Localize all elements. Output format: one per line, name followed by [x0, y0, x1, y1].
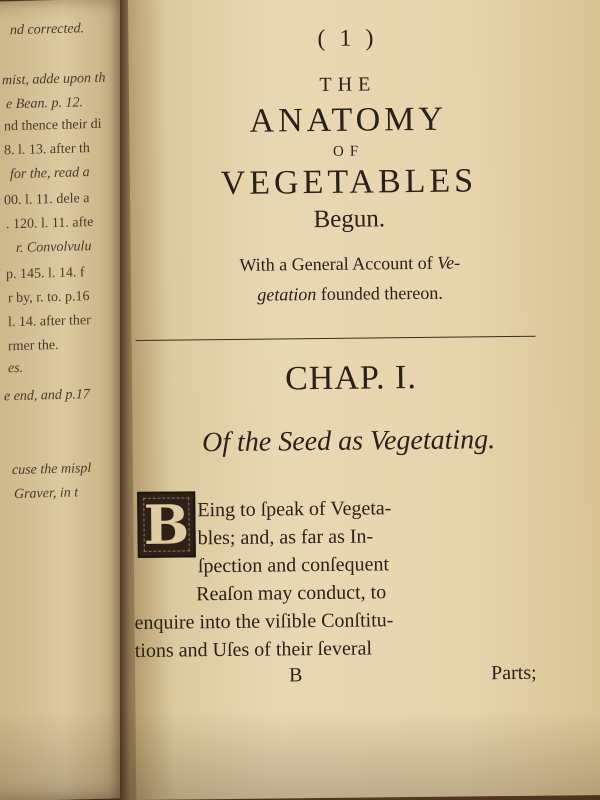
left-line: rmer the.: [8, 337, 59, 355]
initial-letter: B: [143, 492, 190, 557]
title-vegetables: VEGETABLES: [220, 162, 478, 203]
left-line: p. 145. l. 14. f: [6, 265, 85, 283]
chapter-heading: CHAP. I.: [284, 358, 418, 398]
left-line: l. 14. after ther: [8, 313, 91, 331]
right-page: [128, 0, 600, 800]
signature-mark: B: [288, 664, 303, 687]
page-number: ( 1 ): [317, 25, 378, 53]
left-line: 8. l. 13. after th: [4, 141, 90, 159]
title-anatomy: ANATOMY: [249, 100, 448, 140]
title-the: THE: [319, 73, 377, 96]
subtitle-italic: getation: [257, 284, 317, 305]
subtitle-line-2: [135, 281, 565, 307]
subtitle-italic: Ve-: [437, 252, 461, 273]
left-line: nd thence their di: [4, 116, 102, 135]
left-line: Graver, in t: [14, 485, 79, 503]
left-line: r. Convolvulu: [16, 239, 92, 257]
left-line: . 120. l. 11. afte: [6, 215, 94, 233]
chapter-title: Of the Seed as Vegetating.: [201, 424, 496, 459]
body-line: ſpection and conſequent: [197, 553, 390, 578]
subtitle-text: With a General Account of: [239, 252, 438, 275]
body-line: Reaſon may conduct, to: [196, 581, 387, 606]
subtitle-text: founded thereon.: [316, 282, 443, 305]
decorated-initial: [137, 491, 196, 558]
left-line: r by, r. to. p.16: [8, 289, 90, 307]
horizontal-rule: [136, 336, 536, 341]
left-line: e end, and p.17: [4, 387, 90, 405]
body-line: tions and Uſes of their ſeveral: [134, 637, 373, 662]
left-line: e Bean. p. 12.: [6, 95, 83, 113]
left-line: nd corrected.: [10, 21, 85, 39]
subtitle-line-1: [135, 251, 565, 277]
left-line: mist, adde upon th: [2, 70, 106, 89]
body-line: enquire into the viſible Conſtitu-: [134, 609, 394, 634]
body-line: Eing to ſpeak of Vegeta-: [197, 497, 392, 522]
body-line: bles; and, as far as In-: [197, 525, 374, 550]
left-line: 00. l. 11. dele a: [4, 191, 90, 209]
left-line: for the, read a: [10, 165, 90, 183]
left-page: [0, 0, 132, 800]
left-line: es.: [8, 360, 24, 377]
title-of: OF: [332, 143, 365, 160]
left-line: cuse the mispl: [12, 461, 92, 479]
title-begun: Begun.: [313, 205, 386, 234]
catchword: Parts;: [490, 661, 537, 685]
